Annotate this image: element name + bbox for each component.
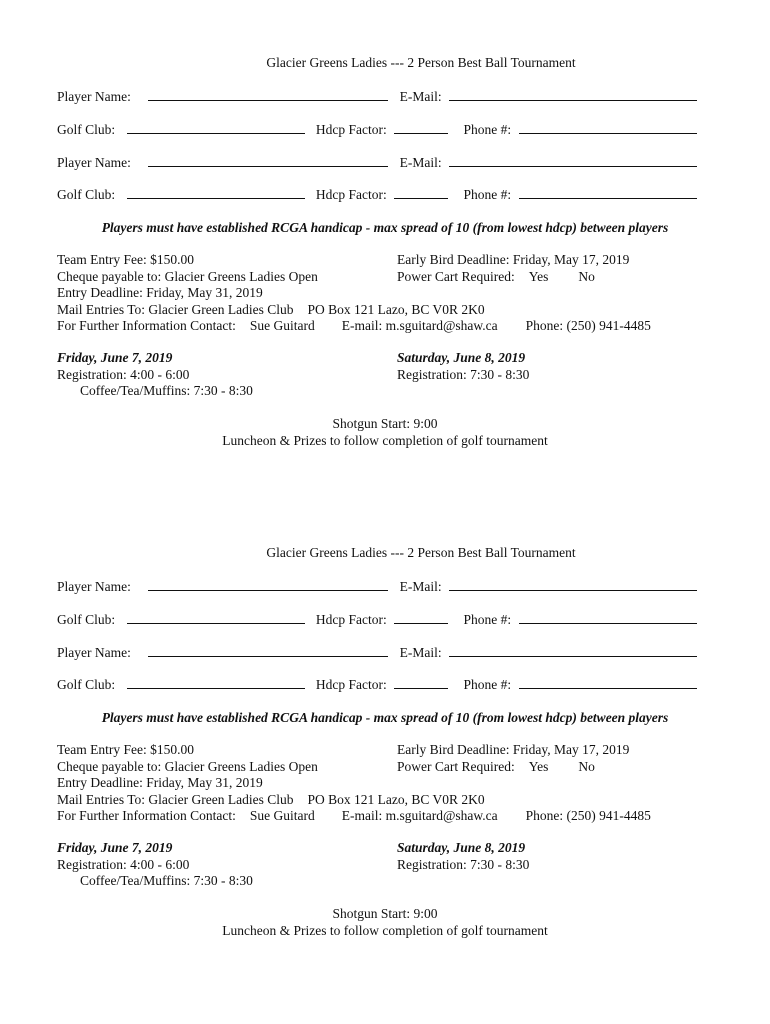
po-box: PO Box 121 Lazo, BC V0R 2K0 xyxy=(307,791,485,807)
entry-form-bottom xyxy=(0,545,770,995)
player-name-field[interactable] xyxy=(148,578,388,591)
golf-club-row-2 xyxy=(57,676,697,693)
phone-label: Phone #: xyxy=(463,612,512,627)
player-name-row xyxy=(57,88,697,105)
phone-label: Phone #: xyxy=(463,122,512,137)
luncheon-note: Luncheon & Prizes to follow completion of golf tournament xyxy=(222,922,548,938)
email-label: E-Mail: xyxy=(399,579,442,594)
hdcp-label: Hdcp Factor: xyxy=(315,122,387,137)
saturday-heading: Saturday, June 8, 2019 xyxy=(397,840,526,855)
shotgun-start: Shotgun Start: 9:00 xyxy=(332,416,438,431)
contact-name: Sue Guitard xyxy=(249,318,315,333)
handicap-notice: Players must have established RCGA handicap - max spread of 10 (from lowest hdcp) between players xyxy=(101,220,669,235)
saturday-schedule xyxy=(397,840,529,873)
entry-form-top xyxy=(0,55,770,505)
player-name-row-2 xyxy=(57,644,697,661)
contact-line xyxy=(57,808,651,825)
friday-registration: Registration: 4:00 - 6:00 xyxy=(57,856,190,872)
phone-label: Phone #: xyxy=(463,677,512,692)
player-name-field[interactable] xyxy=(148,88,388,101)
friday-heading: Friday, June 7, 2019 xyxy=(57,840,173,855)
hdcp-field[interactable] xyxy=(394,121,448,134)
handicap-notice: Players must have established RCGA handicap - max spread of 10 (from lowest hdcp) between players xyxy=(101,710,669,725)
mail-entries xyxy=(57,792,651,809)
tournament-start-block xyxy=(0,416,770,449)
player-name-row-2 xyxy=(57,154,697,171)
early-bird-deadline: Early Bird Deadline: Friday, May 17, 2019 xyxy=(397,252,630,267)
luncheon-note: Luncheon & Prizes to follow completion of golf tournament xyxy=(222,432,548,448)
friday-coffee: Coffee/Tea/Muffins: 7:30 - 8:30 xyxy=(80,383,253,398)
player-name-row xyxy=(57,578,697,595)
contact-phone: Phone: (250) 941-4485 xyxy=(525,808,651,823)
power-cart-yes[interactable]: Yes xyxy=(528,758,549,774)
golf-club-field[interactable] xyxy=(127,676,305,689)
golf-club-label: Golf Club: xyxy=(57,122,116,137)
hdcp-label: Hdcp Factor: xyxy=(315,677,387,692)
power-cart-label: Power Cart Required: xyxy=(397,758,515,774)
hdcp-label: Hdcp Factor: xyxy=(315,187,387,202)
contact-name: Sue Guitard xyxy=(249,808,315,823)
contact-phone: Phone: (250) 941-4485 xyxy=(525,318,651,333)
power-cart-row xyxy=(397,759,629,776)
player-name-field[interactable] xyxy=(148,154,388,167)
golf-club-row xyxy=(57,121,697,138)
power-cart-no[interactable]: No xyxy=(578,758,595,774)
saturday-registration: Registration: 7:30 - 8:30 xyxy=(397,856,530,872)
power-cart-yes[interactable]: Yes xyxy=(528,268,549,284)
tournament-start-block xyxy=(0,906,770,939)
hdcp-label: Hdcp Factor: xyxy=(315,612,387,627)
form-title: Glacier Greens Ladies --- 2 Person Best Ball Tournament xyxy=(266,545,576,560)
golf-club-row-2 xyxy=(57,186,697,203)
email-label: E-Mail: xyxy=(399,645,442,660)
golf-club-row xyxy=(57,611,697,628)
hdcp-field[interactable] xyxy=(394,186,448,199)
mail-entries-club: Mail Entries To: Glacier Green Ladies Club xyxy=(57,301,294,317)
golf-club-field[interactable] xyxy=(127,121,305,134)
mail-entries xyxy=(57,302,651,319)
player-name-label: Player Name: xyxy=(57,155,131,170)
friday-registration: Registration: 4:00 - 6:00 xyxy=(57,366,190,382)
shotgun-start: Shotgun Start: 9:00 xyxy=(332,906,438,921)
contact-label: For Further Information Contact: xyxy=(57,808,236,823)
power-cart-label: Power Cart Required: xyxy=(397,268,515,284)
team-fee: Team Entry Fee: $150.00 xyxy=(57,742,195,757)
saturday-heading: Saturday, June 8, 2019 xyxy=(397,350,526,365)
contact-email: E-mail: m.sguitard@shaw.ca xyxy=(341,318,498,333)
saturday-schedule xyxy=(397,350,529,383)
email-field[interactable] xyxy=(449,88,697,101)
entry-deadline: Entry Deadline: Friday, May 31, 2019 xyxy=(57,775,263,790)
phone-label: Phone #: xyxy=(463,187,512,202)
player-name-label: Player Name: xyxy=(57,89,131,104)
email-label: E-Mail: xyxy=(399,89,442,104)
friday-schedule xyxy=(57,840,253,890)
contact-label: For Further Information Contact: xyxy=(57,318,236,333)
early-bird-deadline: Early Bird Deadline: Friday, May 17, 2019 xyxy=(397,742,630,757)
friday-heading: Friday, June 7, 2019 xyxy=(57,350,173,365)
friday-schedule xyxy=(57,350,253,400)
player-name-label: Player Name: xyxy=(57,579,131,594)
golf-club-label: Golf Club: xyxy=(57,187,116,202)
contact-email: E-mail: m.sguitard@shaw.ca xyxy=(341,808,498,823)
form-title: Glacier Greens Ladies --- 2 Person Best Ball Tournament xyxy=(266,55,576,70)
email-field[interactable] xyxy=(449,644,697,657)
hdcp-field[interactable] xyxy=(394,611,448,624)
email-label: E-Mail: xyxy=(399,155,442,170)
power-cart-no[interactable]: No xyxy=(578,268,595,284)
golf-club-label: Golf Club: xyxy=(57,677,116,692)
phone-field[interactable] xyxy=(519,611,697,624)
player-name-label: Player Name: xyxy=(57,645,131,660)
contact-line xyxy=(57,318,651,335)
player-name-field[interactable] xyxy=(148,644,388,657)
saturday-registration: Registration: 7:30 - 8:30 xyxy=(397,366,530,382)
hdcp-field[interactable] xyxy=(394,676,448,689)
email-field[interactable] xyxy=(449,154,697,167)
email-field[interactable] xyxy=(449,578,697,591)
team-fee: Team Entry Fee: $150.00 xyxy=(57,252,195,267)
golf-club-field[interactable] xyxy=(127,611,305,624)
po-box: PO Box 121 Lazo, BC V0R 2K0 xyxy=(307,301,485,317)
power-cart-row xyxy=(397,269,629,286)
deadline-block xyxy=(397,252,629,285)
phone-field[interactable] xyxy=(519,121,697,134)
golf-club-field[interactable] xyxy=(127,186,305,199)
deadline-block xyxy=(397,742,629,775)
friday-coffee: Coffee/Tea/Muffins: 7:30 - 8:30 xyxy=(80,873,253,888)
phone-field[interactable] xyxy=(519,676,697,689)
cheque-payable: Cheque payable to: Glacier Greens Ladies Open xyxy=(57,268,318,284)
entry-deadline: Entry Deadline: Friday, May 31, 2019 xyxy=(57,285,263,300)
mail-entries-club: Mail Entries To: Glacier Green Ladies Club xyxy=(57,791,294,807)
phone-field[interactable] xyxy=(519,186,697,199)
cheque-payable: Cheque payable to: Glacier Greens Ladies Open xyxy=(57,758,318,774)
golf-club-label: Golf Club: xyxy=(57,612,116,627)
